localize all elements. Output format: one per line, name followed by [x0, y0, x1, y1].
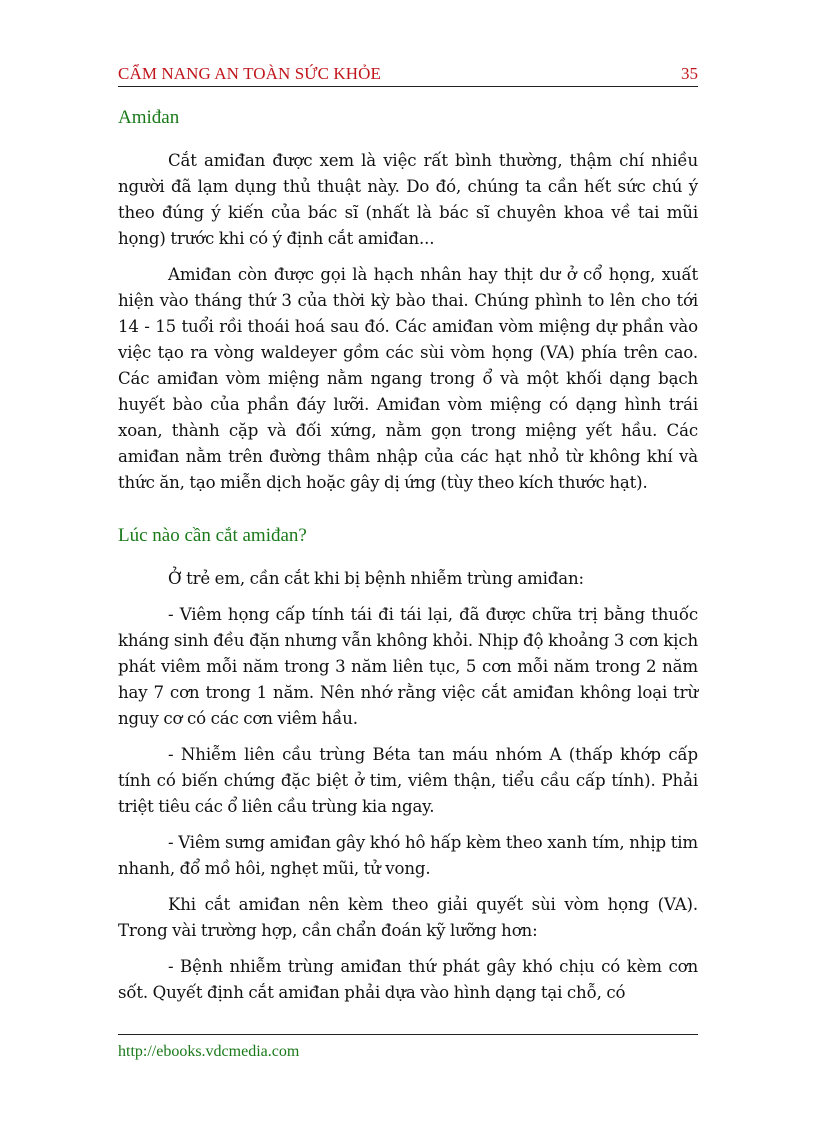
- page-number: 35: [681, 64, 698, 83]
- section-heading-when-to-remove: Lúc nào cần cắt amiđan?: [118, 525, 307, 546]
- paragraph: Cắt amiđan được xem là việc rất bình thường, thậm chí nhiều người đã lạm dụng thủ thuật này. Do đó, chúng ta cần hết sức chú ý theo đúng ý kiến của bác sĩ (nhất là bác sĩ chuyên khoa về tai mũi họng) trước khi có ý định cắt amiđan...: [118, 151, 698, 248]
- paragraph: Ở trẻ em, cần cắt khi bị bệnh nhiễm trùng amiđan:: [168, 569, 585, 588]
- page-footer: [118, 1034, 698, 1061]
- section-heading-amidan: Amiđan: [118, 107, 180, 128]
- footer-website-link[interactable]: http://ebooks.vdcmedia.com: [118, 1043, 300, 1060]
- page-header: [118, 62, 698, 87]
- list-item: - Viêm sưng amiđan gây khó hô hấp kèm theo xanh tím, nhịp tim nhanh, đổ mồ hôi, nghẹt mũi, tử vong.: [118, 833, 698, 878]
- book-title: CẨM NANG AN TOÀN SỨC KHỎE: [118, 64, 382, 83]
- list-item: - Nhiễm liên cầu trùng Béta tan máu nhóm A (thấp khớp cấp tính có biến chứng đặc biệt ở tim, viêm thận, tiểu cầu cấp tính). Phải triệt tiêu các ổ liên cầu trùng kia ngay.: [118, 745, 698, 816]
- list-item: - Bệnh nhiễm trùng amiđan thứ phát gây khó chịu có kèm cơn sốt. Quyết định cắt amiđan phải dựa vào hình dạng tại chỗ, có: [118, 957, 698, 1002]
- paragraph: Khi cắt amiđan nên kèm theo giải quyết sùi vòm họng (VA). Trong vài trường hợp, cần chẩn đoán kỹ lưỡng hơn:: [118, 895, 698, 940]
- list-item: - Viêm họng cấp tính tái đi tái lại, đã được chữa trị bằng thuốc kháng sinh đều đặn nhưng vẫn không khỏi. Nhịp độ khoảng 3 cơn kịch phát viêm mỗi năm trong 3 năm liên tục, 5 cơn mỗi năm trong 2 năm hay 7 cơn trong 1 năm. Nên nhớ rằng việc cắt amiđan không loại trừ nguy cơ có các cơn viêm hầu.: [118, 605, 698, 728]
- paragraph: Amiđan còn được gọi là hạch nhân hay thịt dư ở cổ họng, xuất hiện vào tháng thứ 3 của thời kỳ bào thai. Chúng phình to lên cho tới 14 - 15 tuổi rồi thoái hoá sau đó. Các amiđan vòm miệng dự phần vào việc tạo ra vòng waldeyer gồm các sùi vòm họng (VA) phía trên cao. Các amiđan vòm miệng nằm ngang trong ổ và một khối dạng bạch huyết bào của phần đáy lưỡi. Amiđan vòm miệng có dạng hình trái xoan, thành cặp và đối xứng, nằm gọn trong miệng yết hầu. Các amiđan nằm trên đường thâm nhập của các hạt nhỏ từ không khí và thức ăn, tạo miễn dịch hoặc gây dị ứng (tùy theo kích thước hạt).: [118, 265, 698, 492]
- page-content: [118, 100, 698, 1016]
